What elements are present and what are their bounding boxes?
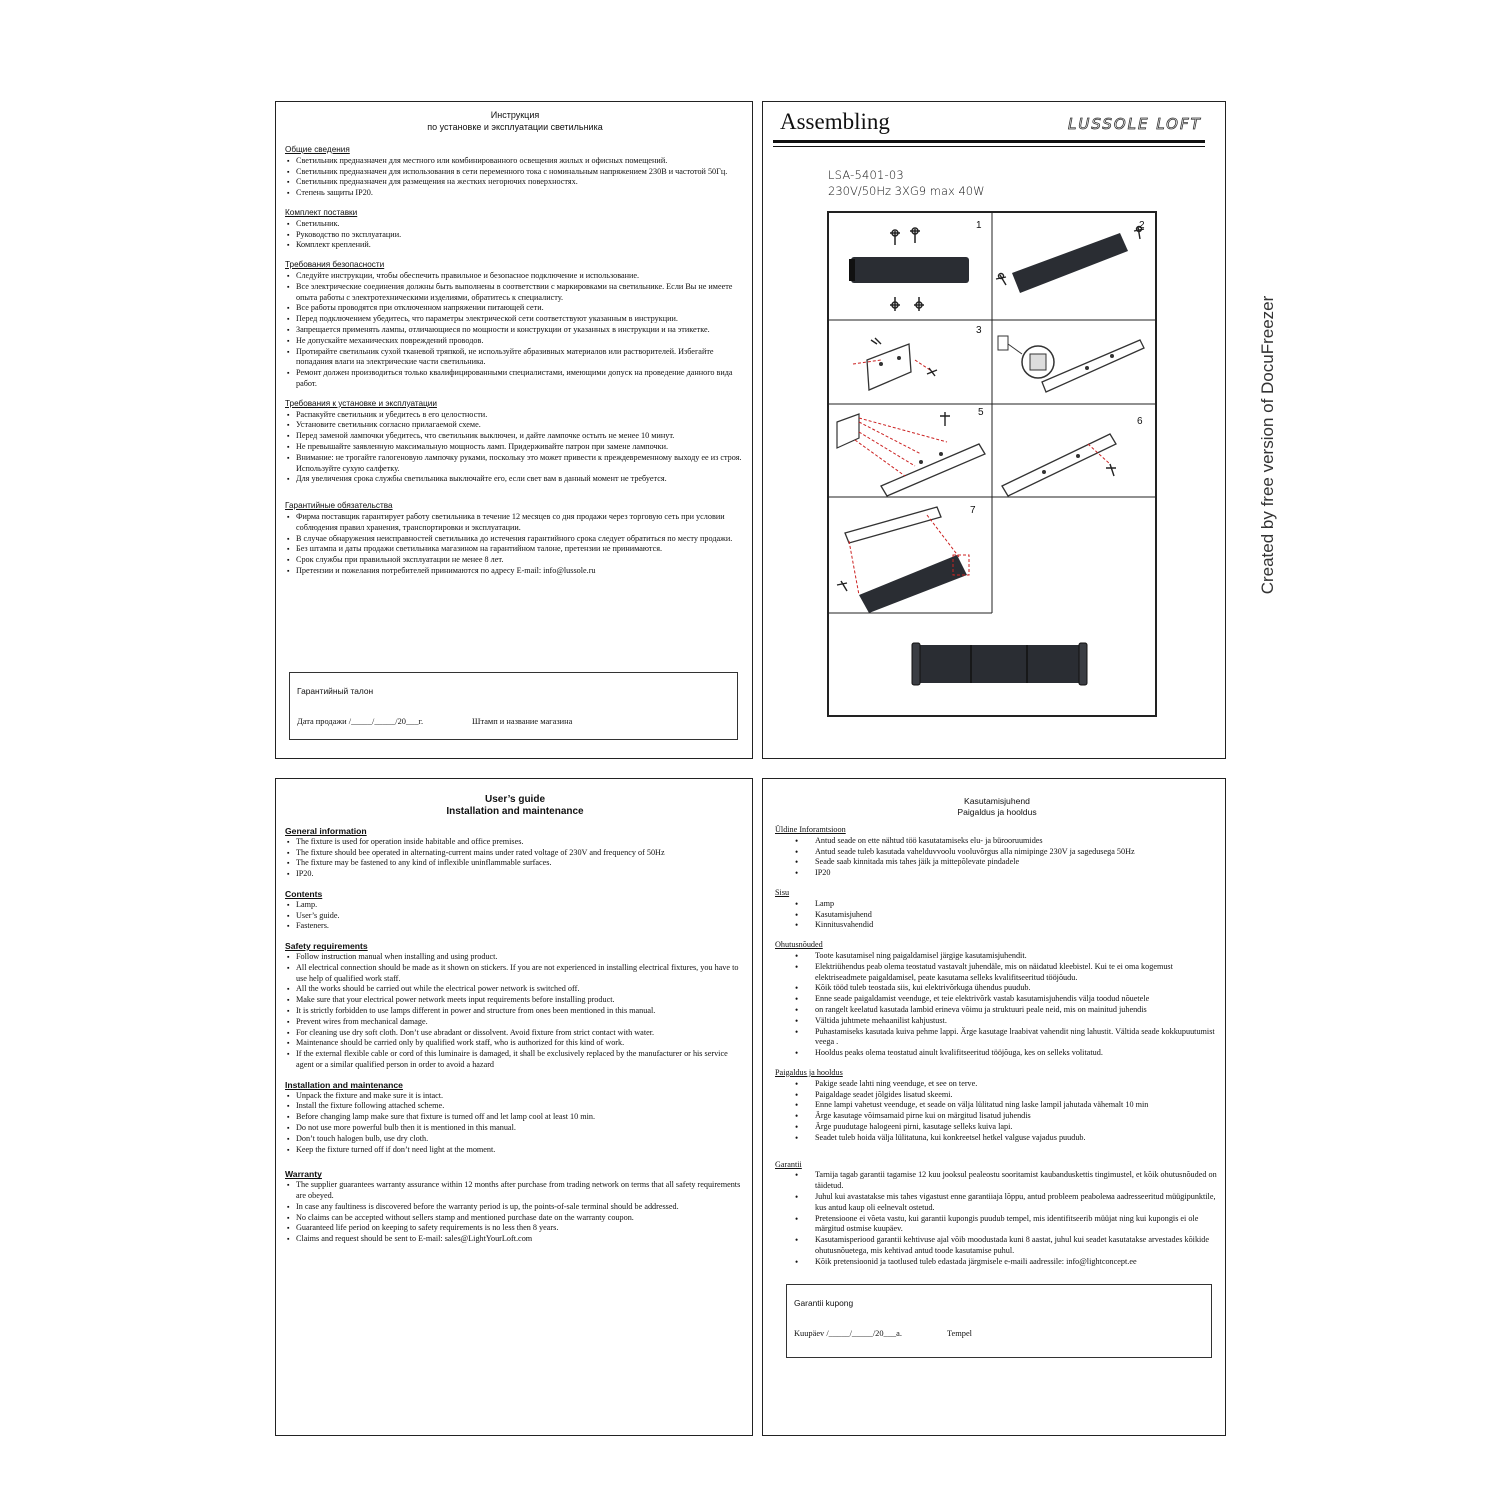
- en-section-heading: Contents: [285, 888, 323, 899]
- list-item: ▪ Следуйте инструкции, чтобы обеспечить правильное и безопасное подключение и использование.: [285, 271, 745, 282]
- list-item: • Vältida juhtmete mehaanilist kahjustust.: [775, 1016, 1219, 1027]
- ru-warranty-coupon: [289, 672, 738, 740]
- ru-section-heading: Гарантийные обязательства: [285, 501, 393, 511]
- et-section-heading: Ohutusnõuded: [775, 940, 823, 950]
- list-item: ▪ Установите светильник согласно прилагаемой схеме.: [285, 420, 745, 431]
- step-number: 6: [1137, 416, 1143, 427]
- ru-section-heading: Требования безопасности: [285, 260, 385, 270]
- list-item: ▪ For cleaning use dry soft cloth. Don’t use abradant or dissolvent. Avoid fixture from strict contact with water.: [285, 1028, 745, 1039]
- list-item: ▪ Претензии и пожелания потребителей принимаются по адресу E-mail: info@lussole.ru: [285, 566, 745, 577]
- list-item: • IP20: [775, 868, 1219, 879]
- list-item: ▪ Before changing lamp make sure that fixture is turned off and let lamp cool at least 10 min.: [285, 1112, 745, 1123]
- list-item: ▪ All the works should be carried out while the electrical power network is switched off.: [285, 984, 745, 995]
- en-general-list: [285, 837, 745, 880]
- list-item: ▪ Светильник предназначен для использования в сети переменного тока с номинальным напряжением 230В и частотой 50Гц.: [285, 167, 745, 178]
- et-title-line1: Kasutamisjuhend: [964, 796, 1030, 806]
- list-item: • Seadet tuleb hoida välja lülitatuna, kui konkreetsel hetkel valguse vajadus puudub.: [775, 1133, 1219, 1144]
- russian-manual-page: [275, 101, 753, 759]
- list-item: ▪ IP20.: [285, 869, 745, 880]
- list-item: ▪ Запрещается применять лампы, отличающиеся по мощности и конструкции от указанных в инструкции и на этикетке.: [285, 325, 745, 336]
- list-item: • Toote kasutamisel ning paigaldamisel järgige kasutamisjuhendit.: [775, 951, 1219, 962]
- docufreezer-watermark: Created by free version of DocuFreezer: [1258, 295, 1277, 595]
- list-item: ▪ Светильник предназначен для размещения на жестких негорючих поверхностях.: [285, 177, 745, 188]
- et-warranty-coupon: [786, 1284, 1212, 1358]
- coupon-date: Kuupäev /_____/_____/20___a.: [794, 1329, 902, 1338]
- final-assembly-icon: [829, 497, 992, 613]
- list-item: ▪ Срок службы при правильной эксплуатации не менее 8 лет.: [285, 555, 745, 566]
- list-item: • Ärge puudutage halogeeni pirni, kasutage selleks kuiva lapi.: [775, 1122, 1219, 1133]
- ru-warranty-list: [285, 512, 745, 577]
- en-safety-list: [285, 952, 745, 1071]
- list-item: ▪ User’s guide.: [285, 911, 745, 922]
- step-number: 2: [1139, 220, 1145, 231]
- model-number: LSA-5401-03: [828, 168, 904, 182]
- list-item: ▪ Install the fixture following attached scheme.: [285, 1101, 745, 1112]
- step-3-illustration: [829, 320, 992, 404]
- model-spec: 230V/50Hz 3XG9 max 40W: [828, 184, 985, 198]
- lamp-rail-screw-icon: [992, 404, 1155, 497]
- step-2-illustration: [992, 213, 1155, 320]
- et-contents-list: [775, 899, 1219, 931]
- list-item: • Kasutamisjuhend: [775, 910, 1219, 921]
- list-item: ▪ Unpack the fixture and make sure it is intact.: [285, 1091, 745, 1102]
- list-item: • Pakige seade lahti ning veenduge, et see on terve.: [775, 1079, 1219, 1090]
- list-item: ▪ Все электрические соединения должны быть выполнены в соответствии с маркировками на светильнике. Если Вы не имеете опыта работы с электротехническими изделиями, обратитесь к специалисту.: [285, 282, 745, 304]
- list-item: • Kasutamisperiood garantii kehtivuse ajal võib moodustada kuni 8 aastat, juhul kui seadet kasutatakse arvestades kõikide ohutusnõuetega, mis kehtivad antud toode kasutamise puhul.: [775, 1235, 1219, 1257]
- ru-safety-list: [285, 271, 745, 390]
- list-item: ▪ Протирайте светильник сухой тканевой тряпкой, не используйте абразивных материалов или растворителей. Избегайте попадания влаги на электрические части светильника.: [285, 347, 745, 369]
- list-item: • Kinnitusvahendid: [775, 920, 1219, 931]
- list-item: • Ärge kasutage võimsamaid pirne kui on märgitud lisatud juhendis: [775, 1111, 1219, 1122]
- list-item: ▪ Распакуйте светильник и убедитесь в его целостности.: [285, 410, 745, 421]
- list-item: ▪ Do not use more powerful bulb then it is mentioned in this manual.: [285, 1123, 745, 1134]
- list-item: ▪ If the external flexible cable or cord of this luminaire is damaged, it shall be exclusively replaced by the manufacturer or his service agent or a similar qualified person in order to avoid a hazard: [285, 1049, 745, 1071]
- ru-install-list: [285, 410, 745, 486]
- header-rule: [773, 140, 1205, 143]
- list-item: • Kõik tööd tuleb teostada siis, kui elektrivõrkuga ühendus puudub.: [775, 983, 1219, 994]
- list-item: ▪ The supplier guarantees warranty assurance within 12 months after purchase from trading network on terms that all safety requirements are obeyed.: [285, 1180, 745, 1202]
- estonian-manual-page: [762, 778, 1226, 1436]
- en-title-line1: User’s guide: [484, 794, 546, 805]
- en-section-heading: General information: [285, 826, 367, 836]
- list-item: ▪ Maintenance should be carried only by qualified work staff, who is authorized for this kind of work.: [285, 1038, 745, 1049]
- list-item: ▪ Fasteners.: [285, 921, 745, 932]
- list-item: • Pretensioone ei võeta vastu, kui garantii kupongis puudub tempel, mis identifitseerib müüjat ning kui kupongis ei ole märgitud ostmise kuupäev.: [775, 1214, 1219, 1236]
- coupon-stamp: Штамп и название магазина: [472, 717, 573, 726]
- list-item: ▪ Внимание: не трогайте галогеновую лампочку руками, поскольку это может привести к преждевременному выходу ее из строя. Используйте сухую салфетку.: [285, 453, 745, 475]
- list-item: ▪ Руководство по эксплуатации.: [285, 230, 745, 241]
- list-item: ▪ Lamp.: [285, 900, 745, 911]
- step-number: 5: [978, 407, 984, 418]
- en-section-heading: Installation and maintenance: [285, 1079, 403, 1090]
- list-item: ▪ Все работы проводятся при отключенном напряжении питающей сети.: [285, 303, 745, 314]
- list-item: ▪ It is strictly forbidden to use lamps different in power and structure from ones been mentioned in this manual.: [285, 1006, 745, 1017]
- ru-general-list: [285, 156, 745, 199]
- assembling-page: [762, 101, 1226, 759]
- step-number: 3: [976, 325, 982, 336]
- ru-section-heading: Комплект поставки: [285, 207, 358, 217]
- coupon-title: Garantii kupong: [794, 1298, 854, 1308]
- et-install-list: [775, 1079, 1219, 1144]
- list-item: • Enne lampi vahetust veenduge, et seade on välja lülitatud ning laske lampil jahutada vähemalt 10 min: [775, 1100, 1219, 1111]
- list-item: ▪ Keep the fixture turned off if don’t need light at the moment.: [285, 1145, 745, 1156]
- list-item: ▪ Claims and request should be sent to E-mail: sales@LightYourLoft.com: [285, 1234, 745, 1245]
- assembly-diagram: [827, 211, 1157, 717]
- finished-lamp-illustration: [829, 613, 1155, 715]
- step-4-illustration: [992, 320, 1155, 404]
- list-item: • Antud seade tuleb kasutada vahelduvvoolu vooluvõrgus alla nimipinge 230V ja sagedusega 50Hz: [775, 847, 1219, 858]
- list-item: ▪ All electrical connection should be made as it shown on stickers. If you are not experienced in installing electrical fixtures, you have to use help of qualified work staff.: [285, 963, 745, 985]
- step-number: 1: [976, 220, 982, 231]
- finished-lamp-icon: [829, 613, 1155, 715]
- ru-title-line2: по установке и эксплуатации светильника: [427, 122, 603, 132]
- list-item: ▪ Не допускайте механических повреждений проводов.: [285, 336, 745, 347]
- list-item: ▪ No claims can be accepted without sellers stamp and mentioned purchase date on the warranty coupon.: [285, 1213, 745, 1224]
- list-item: ▪ Make sure that your electrical power network meets input requirements before installing product.: [285, 995, 745, 1006]
- lamp-body-with-fasteners-icon: [829, 213, 992, 320]
- step-1-illustration: [829, 213, 992, 320]
- en-section-heading: Safety requirements: [285, 941, 368, 952]
- et-section-heading: Sisu: [775, 887, 790, 897]
- list-item: • Kõik pretensioonid ja taotlused tuleb edastada järgmisele e-maili aadressile: info@lightconcept.ee: [775, 1257, 1219, 1268]
- assembling-title: Assembling: [780, 109, 890, 134]
- list-item: ▪ Светильник.: [285, 219, 745, 230]
- step-number: 7: [970, 505, 976, 516]
- list-item: • Hooldus peaks olema teostatud ainult kvalifitseeritud tööjõuga, kes on selleks volitatud.: [775, 1048, 1219, 1059]
- en-warranty-list: [285, 1180, 745, 1245]
- et-title-line2: Paigaldus ja hooldus: [957, 807, 1037, 817]
- coupon-title: Гарантийный талон: [297, 686, 374, 696]
- list-item: • Paigaldage seadet jõlgides lisatud skeemi.: [775, 1090, 1219, 1101]
- list-item: • Enne seade paigaldamist veenduge, et teie elektrivõrk vastab kasutamisjuhendis välja toodud nõuetele: [775, 994, 1219, 1005]
- et-section-heading: Garantii: [775, 1159, 802, 1169]
- list-item: ▪ Guaranteed life period on keeping to safety requirements is no less then 8 years.: [285, 1223, 745, 1234]
- english-manual-page: [275, 778, 753, 1436]
- list-item: ▪ Follow instruction manual when installing and using product.: [285, 952, 745, 963]
- ru-contents-list: [285, 219, 745, 251]
- brand-logo: LUSSOLE LOFT: [1068, 115, 1202, 133]
- list-item: • Antud seade on ette nähtud töö kasutatamiseks elu- ja bürooruumides: [775, 836, 1219, 847]
- et-warranty-list: [775, 1170, 1219, 1267]
- wall-mounted-lamp-icon: [992, 320, 1155, 404]
- list-item: ▪ Для увеличения срока службы светильника выключайте его, если свет вам в данный момент не требуется.: [285, 474, 745, 485]
- en-section-heading: Warranty: [285, 1169, 322, 1180]
- en-title-line2: Installation and maintenance: [446, 806, 584, 817]
- list-item: ▪ In case any faultiness is discovered before the warranty period is up, the points-of-sale terminal should be addressed.: [285, 1202, 745, 1213]
- step-7-illustration: [829, 497, 992, 613]
- list-item: ▪ Фирма поставщик гарантирует работу светильника в течение 12 месяцев со дня продажи через торговую сеть при условии соблюдения правил хранения, транспортировки и эксплуатации.: [285, 512, 745, 534]
- list-item: • Puhastamiseks kasutada kuiva pehme lappi. Ärge kasutage lraabivat vahendit ning lahustit. Vältida seade kokkupuutumist veega .: [775, 1027, 1219, 1049]
- et-section-heading: Üldine Inforamtsioon: [775, 825, 846, 834]
- list-item: ▪ Без штампа и даты продажи светильника магазином на гарантийном талоне, претензии не принимаются.: [285, 544, 745, 555]
- list-item: ▪ Степень защиты IP20.: [285, 188, 745, 199]
- list-item: ▪ Prevent wires from mechanical damage.: [285, 1017, 745, 1028]
- coupon-stamp: Tempel: [947, 1329, 972, 1338]
- lamp-tilted-icon: [992, 213, 1155, 320]
- list-item: • Juhul kui avastatakse mis tahes vigastust enne garantiiaja lõppu, antud probleem peaboleма aadresseeritud müügipunktile, kus antud kaup oli eelnevalt ostetud.: [775, 1192, 1219, 1214]
- bracket-wiring-icon: [829, 404, 992, 497]
- list-item: • Tarnija tagab garantii tagamise 12 kuu jooksul pealeostu sooritamist kaubanduskettis tingimustel, et kõik ohutusnõuded on täidetud.: [775, 1170, 1219, 1192]
- coupon-date: Дата продажи /_____/_____/20___г.: [297, 717, 424, 726]
- et-safety-list: [775, 951, 1219, 1059]
- step-5-illustration: [829, 404, 992, 497]
- list-item: ▪ Перед подключением убедитесь, что параметры электрической сети соответствуют указанным в инструкции.: [285, 314, 745, 325]
- list-item: ▪ Не превышайте заявленную максимальную мощность ламп. Придерживайте патрон при замене лампочки.: [285, 442, 745, 453]
- en-contents-list: [285, 900, 745, 932]
- list-item: ▪ Комплект креплений.: [285, 240, 745, 251]
- step-6-illustration: [992, 404, 1155, 497]
- en-install-list: [285, 1091, 745, 1156]
- list-item: ▪ Перед заменой лампочки убедитесь, что светильник выключен, и дайте лампочке остыть не менее 10 минут.: [285, 431, 745, 442]
- ru-title-line1: Инструкция: [490, 110, 540, 120]
- et-section-heading: Paigaldus ja hooldus: [775, 1067, 843, 1077]
- et-general-list: [775, 836, 1219, 879]
- list-item: ▪ The fixture should bee operated in alternating-current mains under rated voltage of 230V and frequency of 50Hz: [285, 848, 745, 859]
- list-item: • on rangelt keelatud kasutada lambid erineva võimu ja struktuuri peale neid, mis on mainitud juhendis: [775, 1005, 1219, 1016]
- list-item: ▪ Светильник предназначен для местного или комбинированного освещения жилых и офисных помещений.: [285, 156, 745, 167]
- list-item: ▪ В случае обнаружения неисправностей светильника до истечения гарантийного срока следует обратиться по месту продажи.: [285, 534, 745, 545]
- list-item: ▪ Don’t touch halogen bulb, use dry cloth.: [285, 1134, 745, 1145]
- list-item: ▪ The fixture may be fastened to any kind of inflexible uninflammable surfaces.: [285, 858, 745, 869]
- list-item: • Seade saab kinnitada mis tahes jäik ja mittepõlevate pindadele: [775, 857, 1219, 868]
- list-item: ▪ Ремонт должен производиться только квалифицированными специалистами, имеющими допуск на проведение данного вида работ.: [285, 368, 745, 390]
- header-rule-thin: [773, 146, 1205, 147]
- list-item: • Elektriühendus peab olema teostatud vastavalt juhendäle, mis on näidatud kleebistel. Kui te ei oma kogemust elektriseadmete paigaldamisel, peate kasutama selleks kvalifitseeritud tööjõudu.: [775, 962, 1219, 984]
- list-item: ▪ The fixture is used for operation inside habitable and office premises.: [285, 837, 745, 848]
- ru-section-heading: Общие сведения: [285, 145, 350, 154]
- ru-section-heading: Требования к установке и эксплуатации: [285, 398, 437, 408]
- list-item: • Lamp: [775, 899, 1219, 910]
- mounting-bracket-icon: [829, 320, 992, 404]
